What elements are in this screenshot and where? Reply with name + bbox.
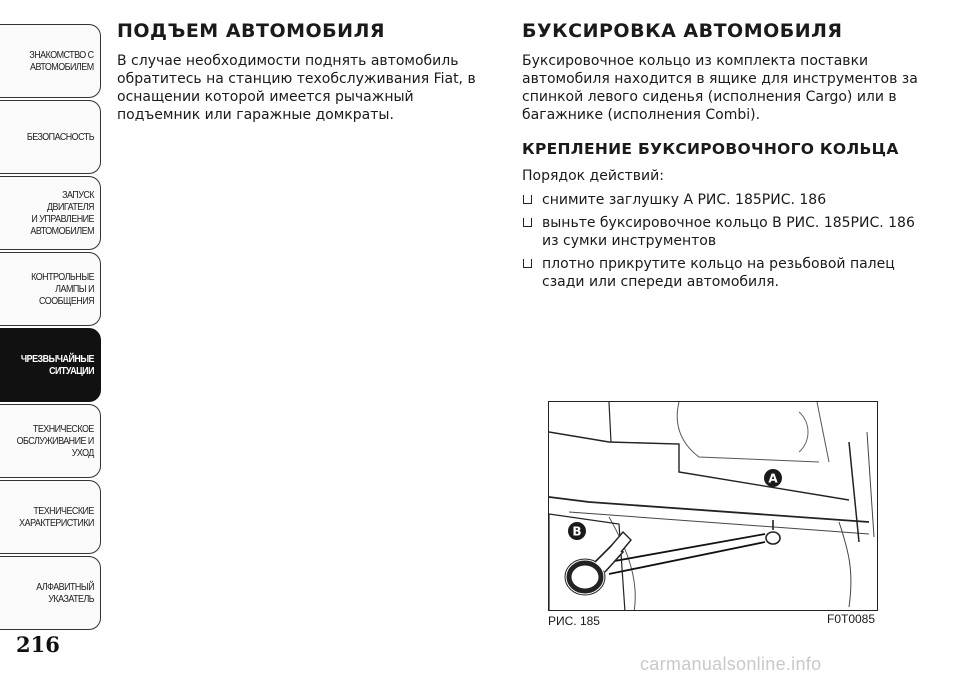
tab-warning-lights[interactable]: [0, 252, 101, 326]
lifting-paragraph: В случае необходимости поднять автомобиль обратитесь на станцию техобслуживания Fiat, в оснащении которой имеется рычажный подъемник или гаражные домкраты.: [117, 53, 476, 123]
tab-label: ЗНАКОМСТВО С АВТОМОБИЛЕМ: [29, 49, 94, 73]
tab-emergencies[interactable]: [0, 328, 101, 402]
right-column: [522, 20, 922, 296]
towing-paragraph: Буксировочное кольцо из комплекта поставки автомобиля находится в ящике для инструментов за спинкой левого сиденья (исполнения Cargo) или в багажнике (исполнения Combi).: [522, 53, 918, 123]
tab-label: ЗАПУСК ДВИГАТЕЛЯ И УПРАВЛЕНИЕ АВТОМОБИЛЕМ: [30, 189, 94, 237]
tow-ring-drawing: [549, 402, 878, 611]
tab-safety[interactable]: [0, 100, 101, 174]
tab-label: АЛФАВИТНЫЙ УКАЗАТЕЛЬ: [36, 581, 94, 605]
subsection-title-tow-ring: КРЕПЛЕНИЕ БУКСИРОВОЧНОГО КОЛЬЦА: [522, 140, 899, 158]
tab-specifications[interactable]: [0, 480, 101, 554]
checkbox-bullet-icon: [523, 195, 532, 204]
label-b: B: [572, 524, 582, 539]
tab-label: ТЕХНИЧЕСКОЕ ОБСЛУЖИВАНИЕ И УХОД: [16, 423, 94, 459]
label-a: A: [768, 471, 778, 486]
checkbox-bullet-icon: [523, 259, 532, 268]
procedure-intro: Порядок действий:: [522, 168, 664, 184]
figure-tow-ring-illustration: [548, 401, 878, 611]
tab-label: КОНТРОЛЬНЫЕ ЛАМПЫ И СООБЩЕНИЯ: [31, 271, 94, 307]
figure-caption: РИС. 185: [548, 614, 600, 628]
page-number: 216: [16, 632, 60, 657]
checkbox-bullet-icon: [523, 218, 532, 227]
section-title-lifting: ПОДЪЕМ АВТОМОБИЛЯ: [117, 20, 385, 42]
tab-label: БЕЗОПАСНОСТЬ: [26, 131, 94, 143]
procedure-steps: [522, 191, 922, 291]
step-text: выньте буксировочное кольцо B РИС. 185РИС. 186 из сумки инструментов: [542, 215, 915, 249]
step-text: снимите заглушку A РИС. 185РИС. 186: [542, 192, 827, 208]
tab-maintenance[interactable]: [0, 404, 101, 478]
tab-label: ЧРЕЗВЫЧАЙНЫЕ СИТУАЦИИ: [20, 353, 94, 377]
list-item: [522, 214, 922, 250]
left-column: [117, 20, 482, 124]
tab-index[interactable]: [0, 556, 101, 630]
tab-starting-driving[interactable]: [0, 176, 101, 250]
step-text: плотно прикрутите кольцо на резьбовой палец сзади или спереди автомобиля.: [542, 256, 895, 290]
list-item: [522, 191, 922, 209]
tab-label: ТЕХНИЧЕСКИЕ ХАРАКТЕРИСТИКИ: [19, 505, 94, 529]
list-item: [522, 255, 922, 291]
watermark: carmanualsonline.info: [640, 654, 822, 674]
chapter-tabs: [0, 24, 101, 632]
section-title-towing: БУКСИРОВКА АВТОМОБИЛЯ: [522, 20, 843, 42]
figure-code: F0T0085: [827, 612, 876, 626]
tab-introduction[interactable]: [0, 24, 101, 98]
